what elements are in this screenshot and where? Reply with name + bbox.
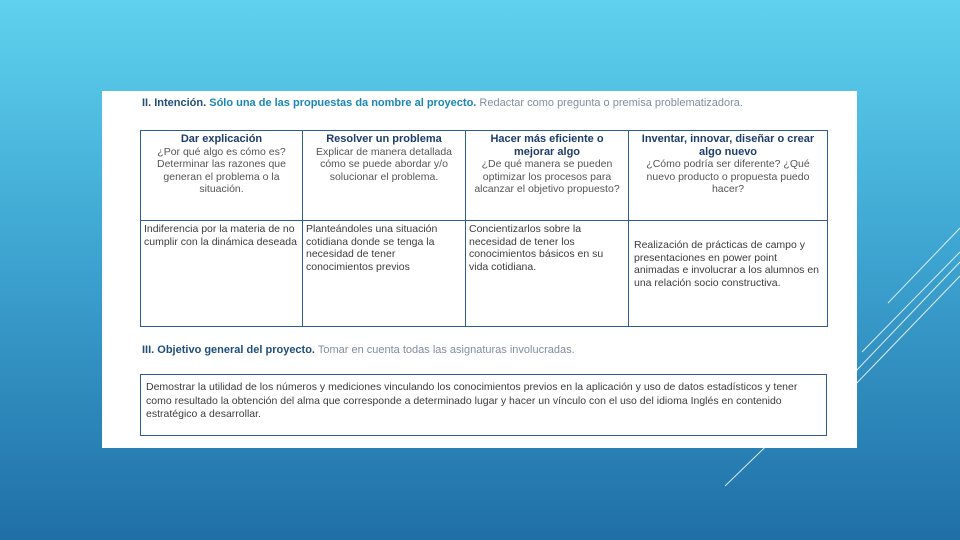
column-description: Explicar de manera detallada cómo se puede abordar y/o solucionar el problema. [316, 145, 452, 183]
intent-heading-emphasis: Sólo una de las propuestas da nombre al proyecto. [209, 97, 477, 109]
column-title: Hacer más eficiente o mejorar algo [490, 133, 604, 158]
slide-content-card [102, 91, 857, 448]
intent-heading-instruction: Redactar como pregunta o premisa problematizadora. [479, 97, 743, 109]
intent-column-header [141, 131, 303, 221]
intent-column-header [466, 131, 629, 221]
objective-heading [142, 344, 842, 357]
column-title: Inventar, innovar, diseñar o crear algo nuevo [641, 133, 815, 158]
intent-answer-cell: Realización de prácticas de campo y presentaciones en power point animadas e involucrar a los alumnos en una relación socio constructiva. [629, 221, 828, 327]
objective-heading-instruction: Tomar en cuenta todas las asignaturas involucradas. [317, 344, 575, 356]
objective-text-box: Demostrar la utilidad de los números y mediciones vinculando los conocimientos previos en la aplicación y uso de datos estadísticos y tener como resultado la obtención del alma que corresponde a determinado lugar y hacer un vínculo con el uso del idioma Inglés en contenido estratégico a desarrollar. [140, 374, 827, 436]
column-description: ¿Cómo podría ser diferente? ¿Qué nuevo producto o propuesta puedo hacer? [646, 158, 810, 195]
intent-answer-cell: Indiferencia por la materia de no cumplir con la dinámica deseada [141, 221, 303, 327]
intent-table [140, 130, 828, 327]
intent-header-row [141, 131, 828, 221]
intent-column-header [629, 131, 828, 221]
intent-answer-row [141, 221, 828, 327]
column-description: ¿Por qué algo es cómo es? Determinar las razones que generan el problema o la situación. [157, 145, 286, 195]
intent-heading-lead: II. Intención. [142, 97, 207, 109]
objective-heading-lead: III. Objetivo general del proyecto. [142, 344, 315, 356]
intent-heading [142, 97, 842, 110]
intent-answer-cell: Planteándoles una situación cotidiana donde se tenga la necesidad de tener conocimientos previos [303, 221, 466, 327]
intent-answer-cell: Concientizarlos sobre la necesidad de tener los conocimientos básicos en su vida cotidiana. [466, 221, 629, 327]
column-title: Resolver un problema [326, 133, 442, 145]
intent-column-header [303, 131, 466, 221]
column-title: Dar explicación [180, 133, 263, 145]
column-description: ¿De qué manera se pueden optimizar los procesos para alcanzar el objetivo propuesto? [474, 158, 620, 195]
